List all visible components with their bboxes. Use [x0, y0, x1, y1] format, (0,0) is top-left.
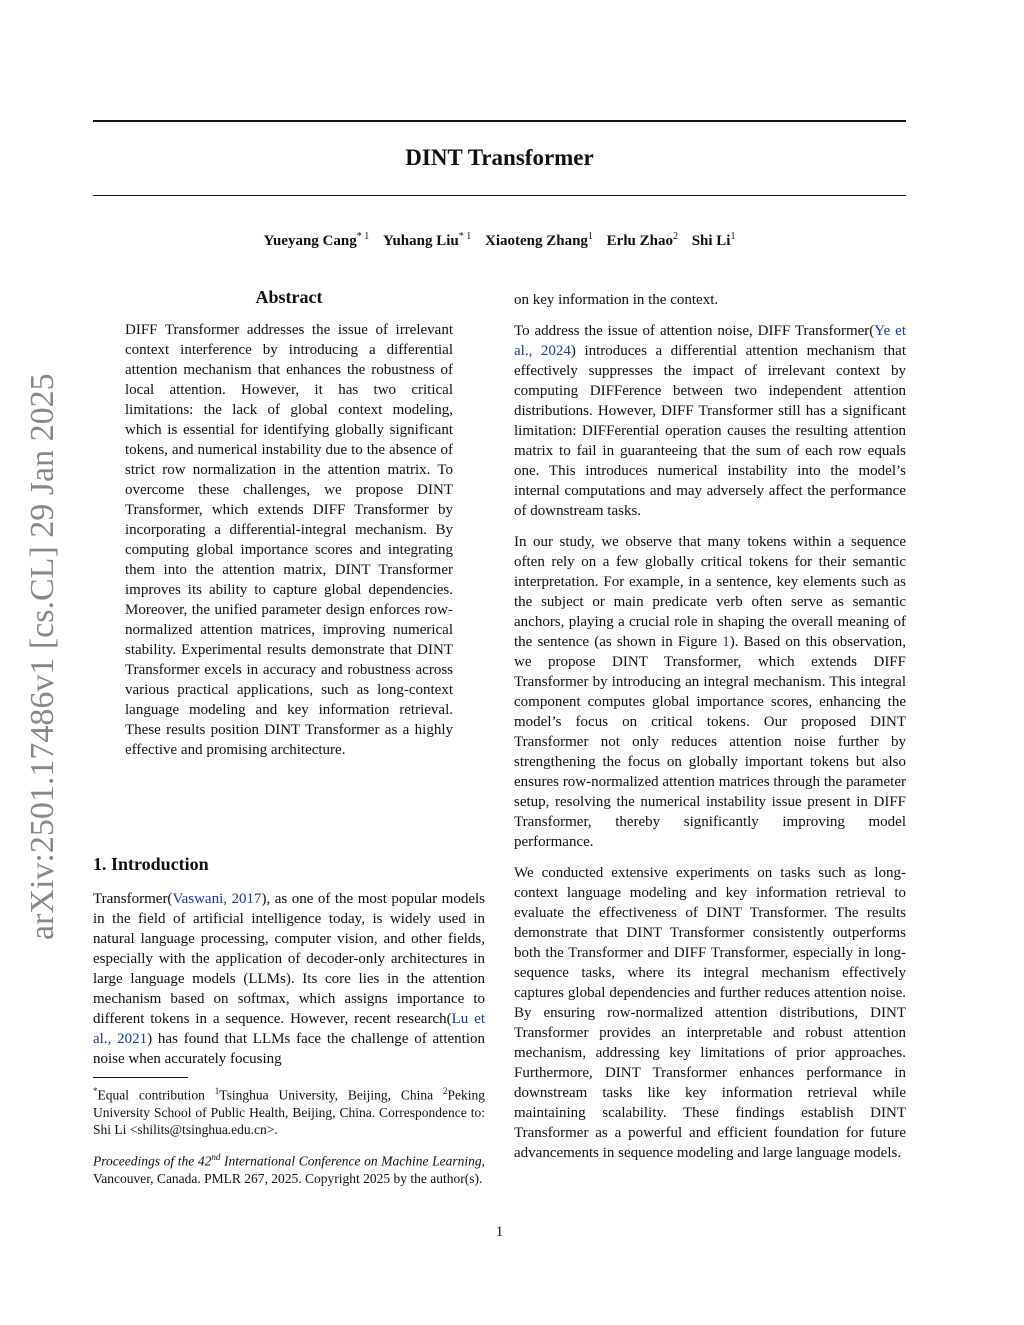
citation-link[interactable]: Ye et al., 2024 [514, 323, 906, 359]
author: Yueyang Cang$^{* 1}$ [263, 231, 370, 249]
author: Shi Li$^1$ [691, 231, 736, 249]
paper-title: DINT Transformer [405, 145, 594, 170]
introduction-heading: 1. Introduction [93, 854, 209, 874]
title-rule-bottom [93, 195, 906, 196]
arxiv-identifier-stamp: arXiv:2501.17486v1 [cs.CL] 29 Jan 2025 [24, 373, 61, 940]
introduction-paragraph: Transformer(Vaswani, 2017), as one of the most popular models in the field of artificial intelligence today, is widely used in natural language processing, computer vision, and other fields, especially with the application of decoder-only architectures in large language models (LLMs). Its core lies in the attention mechanism based on softmax, which assigns importance to different tokens in a sequence. However, recent research(Lu et al., 2021) has found that LLMs face the challenge of attention noise when accurately focusing [93, 891, 486, 1067]
right-column [514, 290, 906, 1174]
footnote: *Equal contribution $^1$Tsinghua University, Beijing, China $^2$Peking University School of Public Health, Beijing, China. Correspondence to: Shi Li <shilits@tsinghua.edu.cn>. [93, 1086, 485, 1137]
citation-link[interactable]: Vaswani, 2017 [172, 891, 262, 907]
paragraph-experiments: We conducted extensive experiments on tasks such as long-context language modeling and key information retrieval to evaluate the effectiveness of DINT Transformer. The results demonstrate that DINT Transformer consistently outperforms both the Transformer and DIFF Transformer, especially in long-sequence tasks, where its integral mechanism effectively captures global dependencies and further reduces attention noise. By ensuring row-normalized attention distributions, DINT Transformer provides an interpretable and robust attention mechanism, addressing key limitations of prior approaches. Furthermore, DINT Transformer enhances performance in downstream tasks like key information retrieval while maintaining scalability. These findings establish DINT Transformer as a powerful and efficient foundation for future advancements in sequence modeling and large language models. [514, 865, 906, 1161]
paragraph-our-study: In our study, we observe that many tokens within a sequence often rely on a few globally critical tokens for their semantic interpretation. For example, in a sentence, key elements such as the subject or main predicate verb often serve as semantic anchors, playing a crucial role in shaping the overall meaning of the sentence (as shown in Figure 1). Based on this observation, we propose DINT Transformer, which extends DIFF Transformer by introducing an integral mechanism. This integral component computes global importance scores, enhancing the model’s focus on critical tokens. Our proposed DINT Transformer not only reduces attention noise further by strengthening the focus on globally important tokens but also ensures row-normalized attention matrices through the parameter setup, resolving the numerical instability issue present in DIFF Transformer, thereby significantly improving model performance. [514, 534, 907, 850]
author-list [93, 231, 906, 250]
proceedings-note: Proceedings of the 42nd International Conference on Machine Learning, Vancouver, Canada. PMLR 267, 2025. Copyright 2025 by the author(s). [93, 1152, 485, 1186]
paragraph-continuation: on key information in the context. [514, 292, 719, 308]
author: Yuhang Liu$^{* 1}$ [382, 231, 472, 249]
citation-link[interactable]: Lu et al., 2021 [93, 1011, 485, 1047]
author: Xiaoteng Zhang$^1$ [484, 231, 593, 249]
abstract-heading: Abstract [255, 287, 323, 307]
author: Erlu Zhao$^2$ [606, 231, 678, 249]
abstract-text: DIFF Transformer addresses the issue of irrelevant context interference by introducing a differential attention mechanism that enhances the robustness of local attention. However, it has two critical limitations: the lack of global context modeling, which is essential for identifying globally significant tokens, and numerical instability due to the absence of strict row normalization in the attention matrix. To overcome these challenges, we propose DINT Transformer, which extends DIFF Transformer by incorporating a differential-integral mechanism. By computing global importance scores and integrating them into the attention matrix, DINT Transformer improves its ability to capture global dependencies. Moreover, the unified parameter design enforces row-normalized attention matrices, improving numerical stability. Experimental results demonstrate that DINT Transformer excels in accuracy and robustness across various practical applications, such as long-context language modeling and key information retrieval. These results position DINT Transformer as a highly effective and promising architecture. [125, 322, 453, 758]
page-number: 1 [495, 1224, 504, 1240]
paragraph-diff-transformer: To address the issue of attention noise, DIFF Transformer(Ye et al., 2024) introduces a differential attention mechanism that effectively suppresses the impact of irrelevant context by computing DIFFerence between two independent attention distributions. However, DIFF Transformer still has a significant limitation: DIFFerential operation causes the resulting attention matrix to fail in guaranteeing that the sum of each row equals one. This introduces numerical instability into the model’s internal computations and may adversely affect the performance of downstream tasks. [514, 323, 906, 519]
footnote-rule [93, 1077, 188, 1078]
title-rule-top [93, 120, 906, 122]
figure-reference-link[interactable]: 1 [722, 634, 730, 650]
